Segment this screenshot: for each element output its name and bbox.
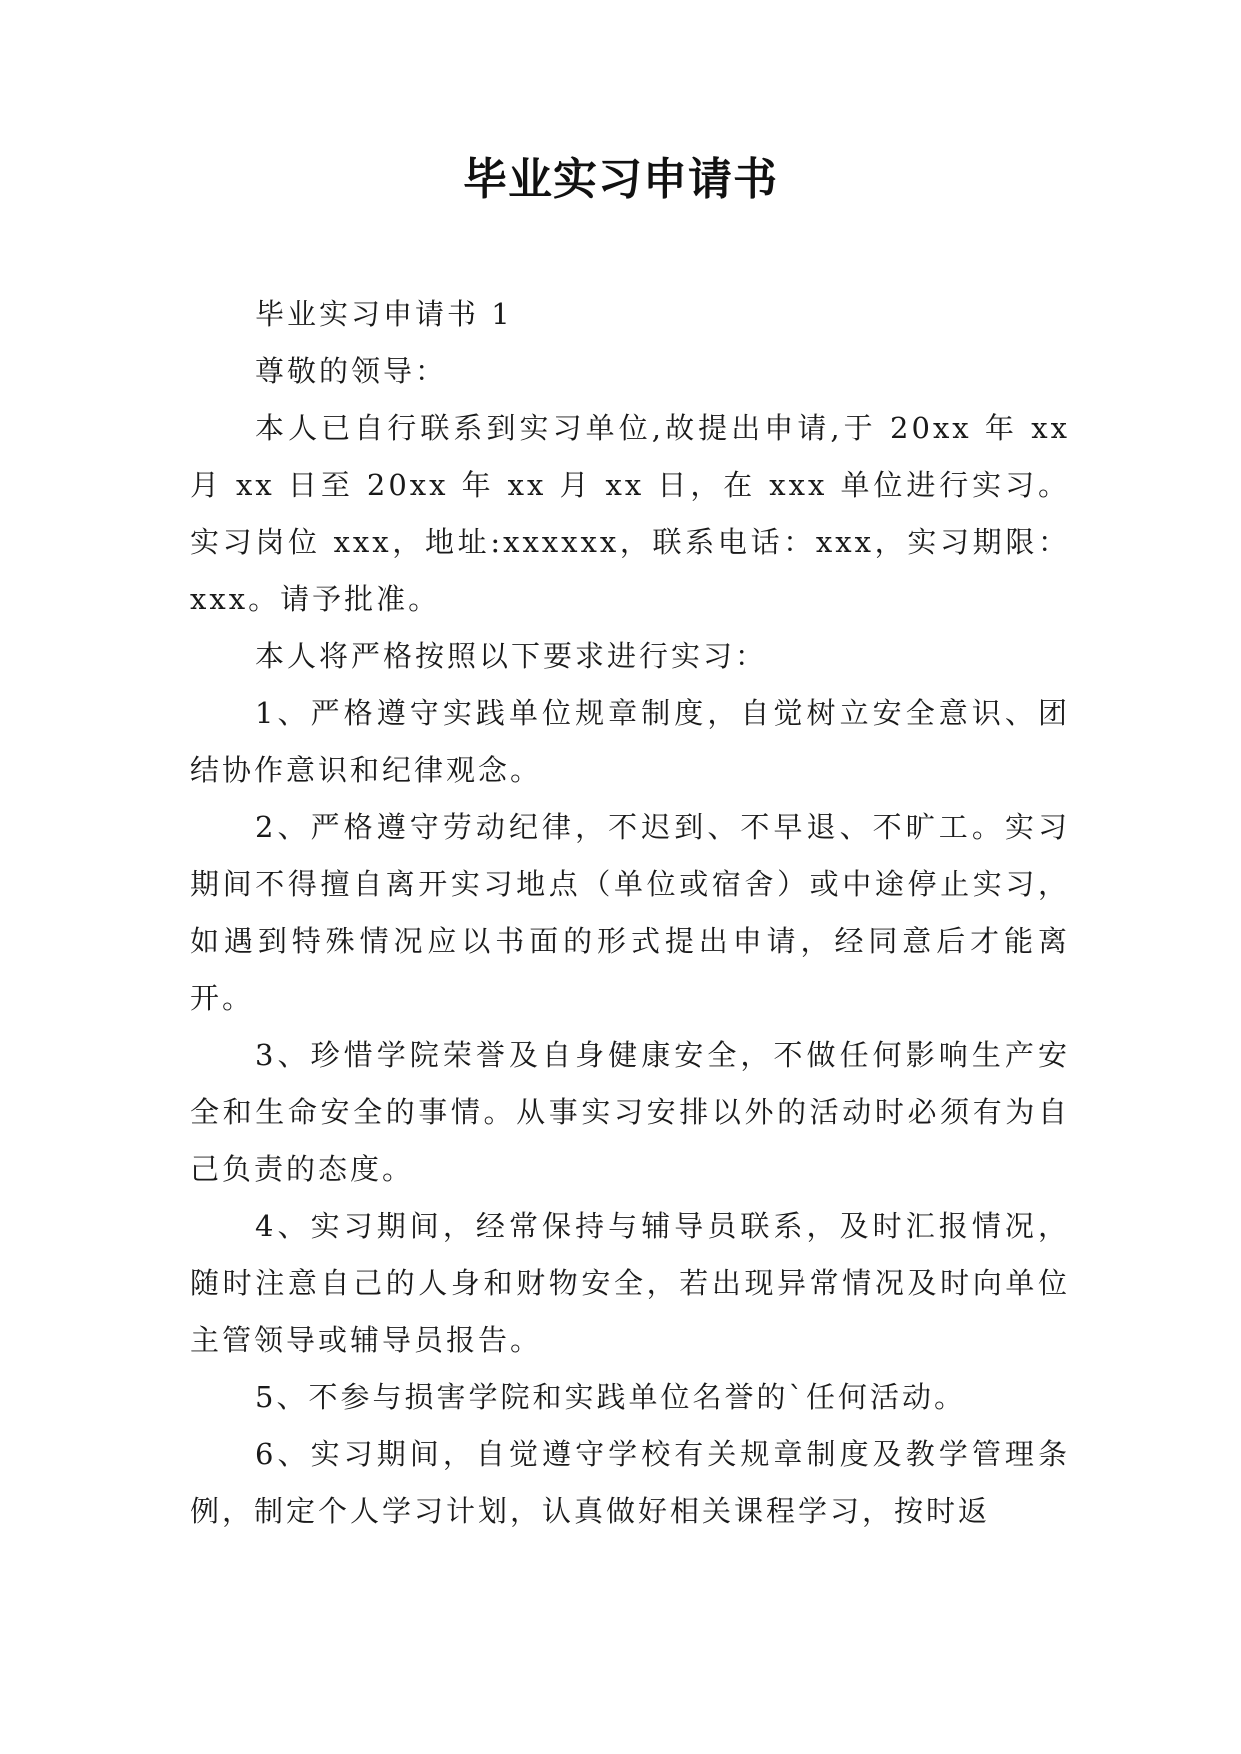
paragraph-salutation: 尊敬的领导： [255, 354, 448, 388]
paragraph-item-4: 4、实习期间，经常保持与辅导员联系，及时汇报情况，随时注意自己的人身和财物安全，若出现异常情况及时向单位主管领导或辅导员报告。 [190, 1209, 1070, 1357]
paragraph-item-5: 5、不参与损害学院和实践单位名誉的`任何活动。 [255, 1380, 966, 1414]
document-title: 毕业实习申请书 [463, 154, 778, 205]
paragraph-item-2: 2、严格遵守劳动纪律，不迟到、不早退、不旷工。实习期间不得擅自离开实习地点（单位或宿舍）或中途停止实习，如遇到特殊情况应以书面的形式提出申请，经同意后才能离开。 [190, 810, 1070, 1015]
paragraph-heading: 毕业实习申请书 1 [255, 297, 513, 331]
paragraph-item-3: 3、珍惜学院荣誉及自身健康安全，不做任何影响生产安全和生命安全的事情。从事实习安排以外的活动时必须有为自己负责的态度。 [190, 1038, 1070, 1186]
document-body [190, 286, 1070, 1540]
paragraph-intro-requirements: 本人将严格按照以下要求进行实习： [255, 639, 768, 673]
paragraph-item-1: 1、严格遵守实践单位规章制度，自觉树立安全意识、团结协作意识和纪律观念。 [190, 696, 1070, 787]
paragraph-item-6: 6、实习期间，自觉遵守学校有关规章制度及教学管理条例，制定个人学习计划，认真做好相关课程学习，按时返 [190, 1437, 1070, 1528]
paragraph-request: 本人已自行联系到实习单位,故提出申请,于 20xx 年 xx 月 xx 日至 20xx 年 xx 月 xx 日，在 xxx 单位进行实习。实习岗位 xxx，地址:xxxxxx，联系电话：xxx，实习期限：xxx。请予批准。 [190, 411, 1070, 616]
